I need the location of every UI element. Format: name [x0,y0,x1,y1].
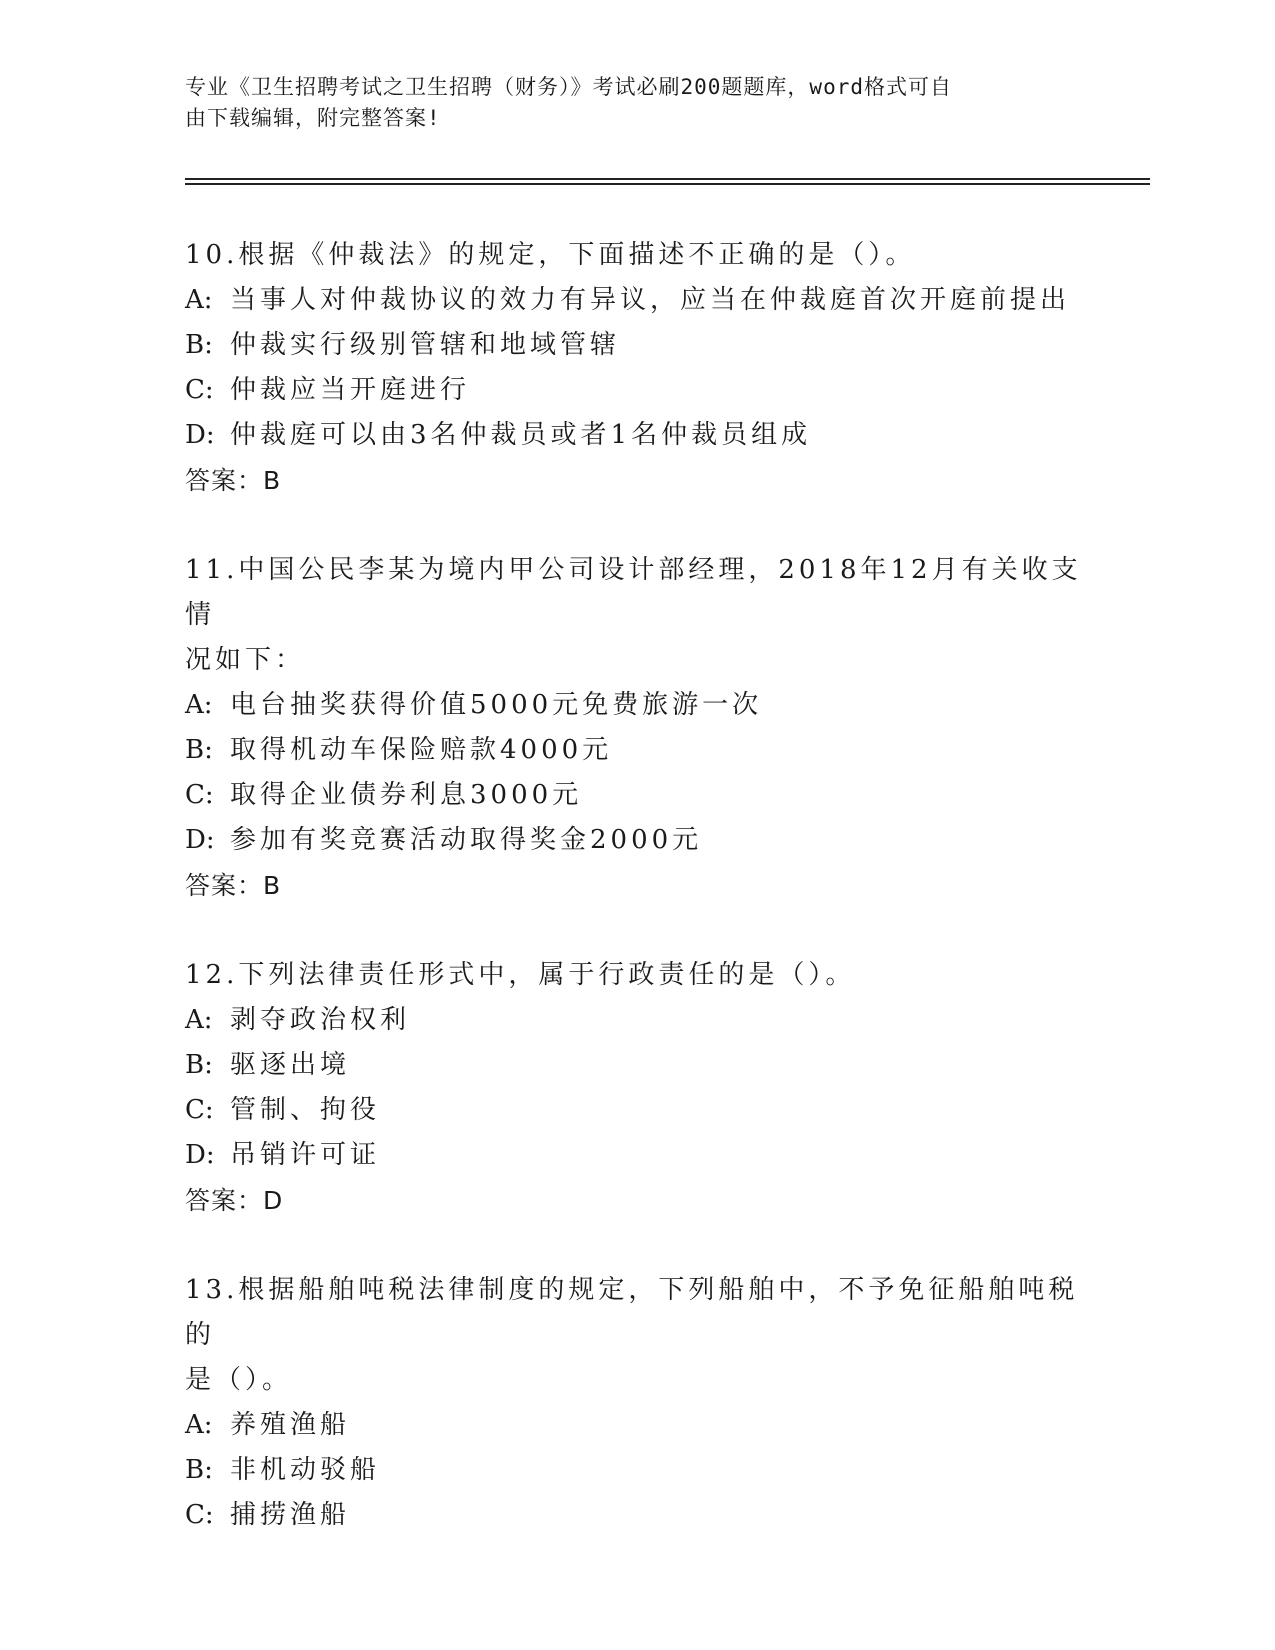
option-letter: C: [185,1095,214,1125]
question-list [185,233,1085,1583]
option-a [185,278,1085,323]
question-title: 13.根据船舶吨税法律制度的规定，下列船舶中，不予免征船舶吨税的 [185,1275,1079,1350]
option-a [185,1403,1085,1448]
option-b [185,1448,1085,1493]
option-text: 吊销许可证 [230,1140,381,1170]
option-text: 参加有奖竞赛活动取得奖金2000元 [230,825,703,855]
option-letter: B: [185,1050,213,1080]
question-13 [185,1268,1085,1538]
option-letter: A: [185,1410,213,1440]
option-letter: A: [185,690,213,720]
option-text: 当事人对仲裁协议的效力有异议，应当在仲裁庭首次开庭前提出 [230,285,1071,315]
question-11 [185,548,1085,908]
question-10 [185,233,1085,503]
question-12 [185,953,1085,1223]
answer-line: 答案：B [185,466,282,495]
header-divider [185,178,1150,180]
option-a [185,683,1085,728]
option-letter: D: [185,825,215,855]
header-line: 由下载编辑，附完整答案! [185,106,441,130]
option-text: 电台抽奖获得价值5000元免费旅游一次 [230,690,763,720]
document-header [185,72,1085,134]
option-c [185,773,1085,818]
option-d [185,818,1085,863]
option-a [185,998,1085,1043]
question-title: 11.中国公民李某为境内甲公司设计部经理，2018年12月有关收支情 [185,555,1082,630]
option-letter: A: [185,1005,213,1035]
option-letter: C: [185,780,214,810]
option-text: 捕捞渔船 [230,1500,351,1530]
option-text: 管制、拘役 [230,1095,381,1125]
question-title: 12.下列法律责任形式中，属于行政责任的是（）。 [185,960,856,990]
option-d [185,413,1085,458]
option-letter: B: [185,1455,213,1485]
option-c [185,1493,1085,1538]
option-letter: C: [185,1500,214,1530]
header-divider [185,183,1150,185]
answer-line: 答案：B [185,871,282,900]
option-c [185,368,1085,413]
question-title-continued: 况如下： [185,645,306,675]
option-text: 仲裁庭可以由3名仲裁员或者1名仲裁员组成 [230,420,812,450]
option-text: 剥夺政治权利 [230,1005,411,1035]
option-b [185,1043,1085,1088]
option-letter: C: [185,375,214,405]
header-line: 专业《卫生招聘考试之卫生招聘（财务）》考试必刷200题题库，word格式可自 [185,75,952,99]
option-letter: A: [185,285,213,315]
option-text: 养殖渔船 [230,1410,351,1440]
option-letter: D: [185,1140,215,1170]
question-title: 10.根据《仲裁法》的规定，下面描述不正确的是（）。 [185,240,916,270]
option-d [185,1133,1085,1178]
option-letter: B: [185,330,213,360]
option-b [185,323,1085,368]
option-text: 驱逐出境 [230,1050,351,1080]
answer-line: 答案：D [185,1186,284,1215]
option-letter: D: [185,420,215,450]
option-c [185,1088,1085,1133]
option-text: 取得机动车保险赔款4000元 [230,735,613,765]
option-letter: B: [185,735,213,765]
option-b [185,728,1085,773]
option-text: 非机动驳船 [230,1455,381,1485]
option-text: 仲裁实行级别管辖和地域管辖 [230,330,621,360]
question-title-continued: 是（）。 [185,1365,293,1395]
option-text: 取得企业债券利息3000元 [230,780,583,810]
option-text: 仲裁应当开庭进行 [230,375,471,405]
